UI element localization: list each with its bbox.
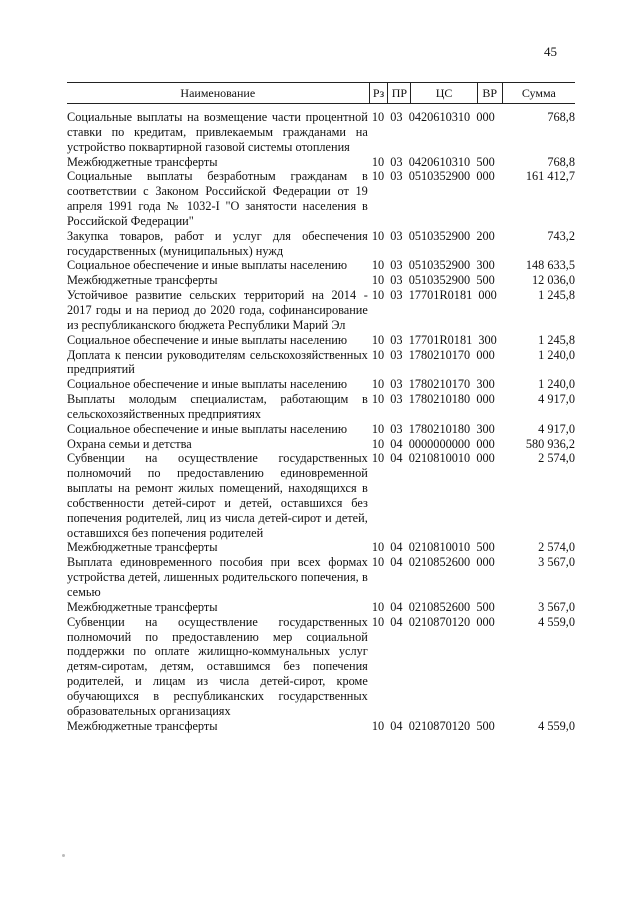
row-sum: 3 567,0 [538, 555, 576, 570]
table-row [67, 451, 575, 540]
row-name: Доплата к пенсии руководителям сельскохозяйственных предприятий [67, 347, 368, 377]
row-code: 10 04 0210870120 500 [371, 718, 495, 733]
row-code: 10 03 0510352900 300 [371, 258, 495, 273]
header-pr: ПР [387, 83, 410, 103]
row-code: 10 03 0510352900 000 [371, 169, 495, 184]
row-sum: 743,2 [547, 228, 576, 243]
row-name: Социальное обеспечение и иные выплаты населению [67, 377, 348, 392]
row-sum: 1 245,8 [538, 288, 576, 303]
header-sum: Сумма [502, 83, 575, 103]
row-name: Межбюджетные трансферты [67, 599, 218, 614]
row-code: 10 04 0210810010 500 [371, 540, 495, 555]
row-name: Социальные выплаты безработным гражданам в соответствии с Законом Российской Федерации от 19 апреля 1991 года № 1032-I "О занятости населения в Российской Федерации" [67, 169, 368, 228]
row-name: Устойчивое развитие сельских территорий на 2014 - 2017 годы и на период до 2020 года, софинансирование из республиканского бюджета Республики Марий Эл [67, 288, 368, 332]
row-name: Межбюджетные трансферты [67, 718, 218, 733]
row-sum: 2 574,0 [538, 451, 576, 466]
row-code: 10 03 0420610310 000 [371, 110, 495, 124]
row-code: 10 03 17701R0181 000 [371, 288, 497, 303]
table-row [67, 288, 575, 333]
table-row [67, 333, 575, 348]
row-name: Межбюджетные трансферты [67, 154, 218, 169]
table-row [67, 348, 575, 378]
row-code: 10 04 0210852600 000 [371, 555, 495, 570]
row-sum: 4 917,0 [538, 392, 576, 407]
scan-dot [62, 854, 65, 857]
row-sum: 4 559,0 [538, 718, 576, 733]
table-body [67, 104, 575, 733]
header-vr: ВР [477, 83, 502, 103]
row-name: Социальные выплаты на возмещение части процентной ставки по кредитам, привлекаемым гражданами на устройство поквартирной газовой системы отопления [67, 110, 368, 154]
table-row [67, 110, 575, 155]
row-name: Социальное обеспечение и иные выплаты населению [67, 421, 348, 436]
table-row [67, 422, 575, 437]
table-row [67, 273, 575, 288]
row-code: 10 03 1780210170 300 [371, 377, 495, 392]
row-code: 10 04 0210810010 000 [371, 451, 495, 466]
header-rz: Рз [369, 83, 388, 103]
row-name: Субвенции на осуществление государственных полномочий по предоставлению мер социальной поддержки по оплате жилищно-коммунальных услуг детям-сиротам, детям, оставшимся без попечения родителей, и лицам из числа детей-сирот, кроме обучающихся в республиканских государственных образовательных организациях [67, 614, 368, 718]
row-sum: 3 567,0 [538, 599, 576, 614]
row-sum: 4 559,0 [538, 614, 576, 629]
row-sum: 1 240,0 [538, 377, 576, 392]
row-name: Социальное обеспечение и иные выплаты населению [67, 332, 348, 347]
row-sum: 4 917,0 [538, 421, 576, 436]
row-code: 10 04 0000000000 000 [371, 436, 495, 451]
table-row [67, 600, 575, 615]
row-code: 10 03 0510352900 500 [371, 273, 495, 288]
row-code: 10 03 1780210170 000 [371, 347, 495, 362]
row-sum: 768,8 [547, 110, 576, 124]
row-code: 10 04 0210870120 000 [371, 614, 495, 629]
table-row [67, 540, 575, 555]
row-code: 10 03 1780210180 000 [371, 392, 495, 407]
table-row [67, 155, 575, 170]
table-row [67, 555, 575, 600]
row-sum: 148 633,5 [525, 258, 576, 273]
row-name: Выплаты молодым специалистам, работающим в сельскохозяйственных предприятиях [67, 392, 368, 421]
row-sum: 768,8 [547, 154, 576, 169]
header-cs: ЦС [410, 83, 476, 103]
header-name: Наименование [180, 85, 256, 100]
table-row [67, 377, 575, 392]
table-row [67, 229, 575, 259]
table-row [67, 258, 575, 273]
budget-table [67, 82, 575, 733]
row-code: 10 03 17701R0181 300 [371, 332, 497, 347]
row-code: 10 04 0210852600 500 [371, 599, 495, 614]
row-name: Охрана семьи и детства [67, 436, 192, 451]
row-sum: 12 036,0 [531, 273, 576, 288]
table-row [67, 719, 575, 734]
row-name: Социальное обеспечение и иные выплаты населению [67, 258, 348, 273]
row-name: Субвенции на осуществление государственных полномочий по предоставлению единовременной выплаты на ремонт жилых помещений, находящихся в собственности детей-сирот и детей, оставшихся без попечения родителей, лиц из числа детей-сирот и детей, оставшихся без попечения родителей [67, 451, 368, 540]
table-row [67, 437, 575, 452]
row-sum: 1 245,8 [538, 332, 576, 347]
table-row [67, 169, 575, 228]
table-row [67, 615, 575, 719]
row-code: 10 03 1780210180 300 [371, 421, 495, 436]
row-sum: 1 240,0 [538, 347, 576, 362]
row-name: Выплата единовременного пособия при всех формах устройства детей, лишенных родительского попечения, в семью [67, 555, 368, 599]
row-name: Межбюджетные трансферты [67, 273, 218, 288]
row-code: 10 03 0420610310 500 [371, 154, 495, 169]
row-code: 10 03 0510352900 200 [371, 228, 495, 243]
row-sum: 580 936,2 [525, 436, 576, 451]
table-row [67, 392, 575, 422]
row-name: Межбюджетные трансферты [67, 540, 218, 555]
row-name: Закупка товаров, работ и услуг для обеспечения государственных (муниципальных) нужд [67, 228, 368, 258]
table-header [67, 82, 575, 104]
row-sum: 161 412,7 [525, 169, 576, 184]
row-sum: 2 574,0 [538, 540, 576, 555]
page-number: 45 [544, 44, 557, 59]
